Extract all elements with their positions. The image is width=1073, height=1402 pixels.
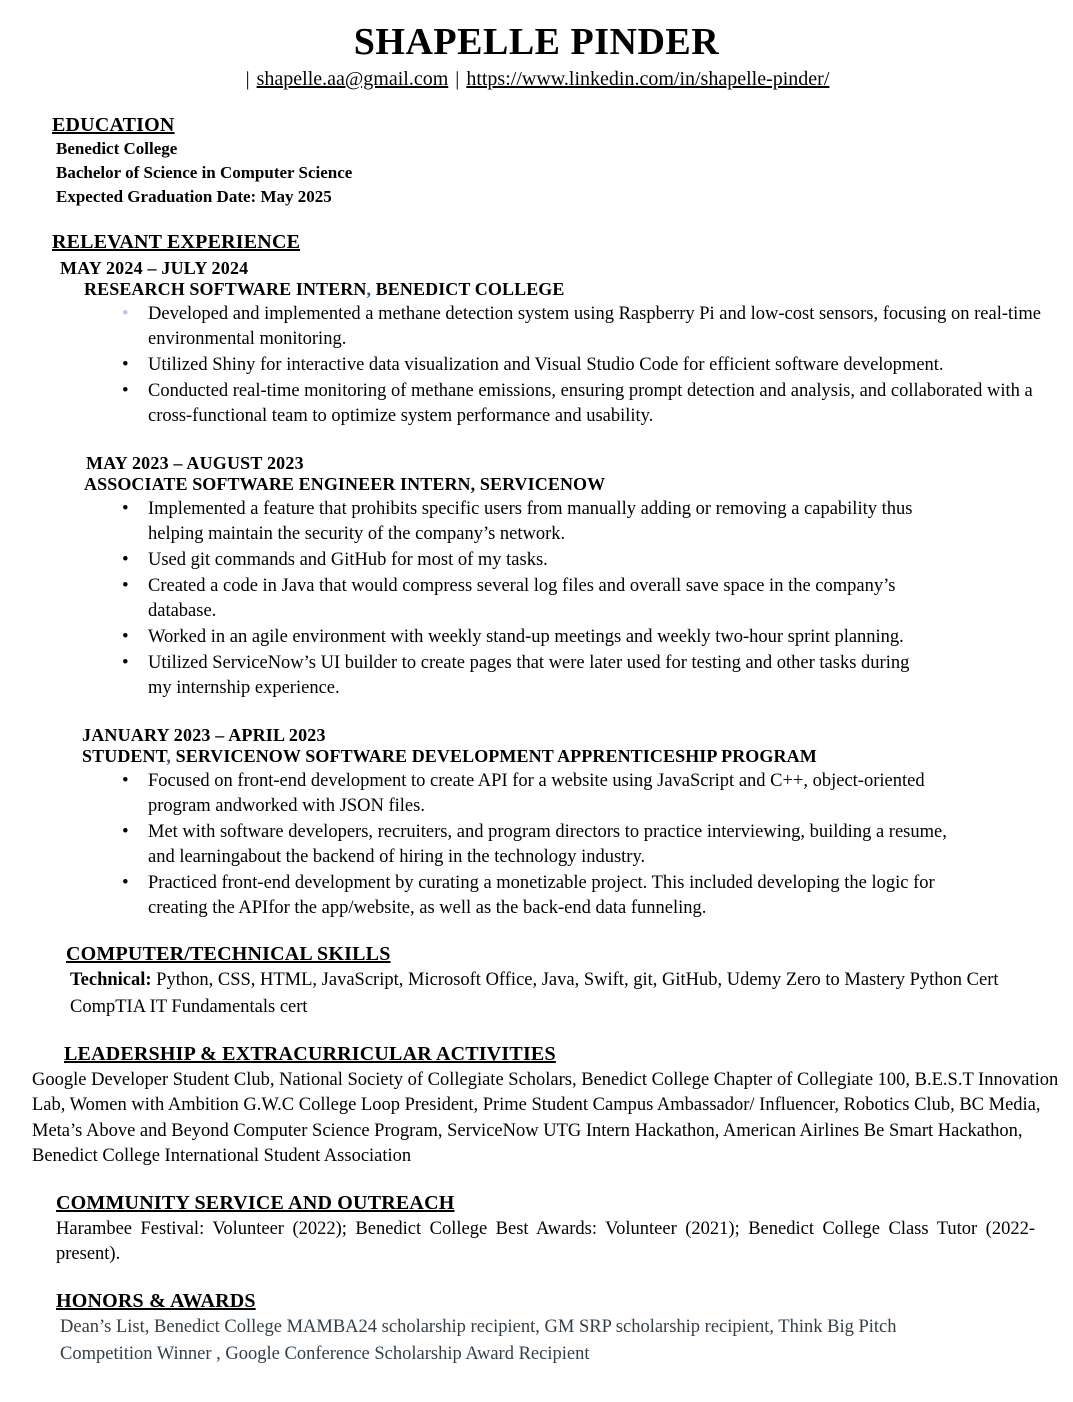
list-item: • Utilized Shiny for interactive data visualization and Visual Studio Code for efficient software development. (120, 353, 1057, 378)
list-item: • Used git commands and GitHub for most of my tasks. (120, 548, 1057, 573)
list-item: • Met with software developers, recruiters, and program directors to practice interviewing, building a resume, and learningabout the backend of hiring in the technology industry. (120, 820, 955, 870)
job-comma: , (166, 745, 171, 766)
section-title-education: EDUCATION (52, 113, 175, 136)
education-school: Benedict College (56, 138, 178, 158)
section-experience (8, 231, 1065, 920)
skills-line-2: CompTIA IT Fundamentals cert (70, 997, 308, 1018)
section-title-honors: HONORS & AWARDS (56, 1289, 256, 1312)
skills-value: Python, CSS, HTML, JavaScript, Microsoft Office, Java, Swift, git, GitHub, Udemy Zero to Mastery Python Cert (151, 969, 999, 990)
section-skills (8, 943, 1065, 1021)
experience-item (8, 725, 1065, 921)
list-item: • Conducted real-time monitoring of methane emissions, ensuring prompt detection and analysis, and collaborated with a cross-functional team to optimize system performance and usability. (120, 379, 1057, 429)
job-company: BENEDICT COLLEGE (371, 279, 565, 300)
job-role: RESEARCH SOFTWARE INTERN (84, 279, 367, 300)
education-graduation: Expected Graduation Date: May 2025 (56, 187, 332, 207)
section-leadership (8, 1043, 1065, 1170)
honors-line-2: Competition Winner , Google Conference Scholarship Award Recipient (60, 1344, 590, 1365)
job-bullet-list (8, 497, 1065, 701)
community-body: Harambee Festival: Volunteer (2022); Benedict College Best Awards: Volunteer (2021); Benedict College Class Tutor (2022-present). (56, 1218, 1035, 1265)
list-item: • Worked in an agile environment with weekly stand-up meetings and weekly two-hour sprint planning. (120, 625, 1057, 650)
section-education (8, 114, 1065, 209)
job-role: STUDENT (82, 745, 167, 766)
list-item: • Implemented a feature that prohibits specific users from manually adding or removing a capability thus helping maintain the security of the company’s network. (120, 497, 935, 547)
list-item: • Developed and implemented a methane detection system using Raspberry Pi and low-cost sensors, focusing on real-time environmental monitoring. (120, 302, 1057, 352)
list-item: • Practiced front-end development by curating a monetizable project. This included developing the logic for creating the APIfor the app/website, as well as the back-end data funneling. (120, 871, 975, 921)
contact-line (8, 66, 1065, 92)
section-community (8, 1192, 1065, 1268)
job-dates: JANUARY 2023 – APRIL 2023 (82, 724, 326, 745)
job-company: SERVICENOW SOFTWARE DEVELOPMENT APPRENTICESHIP PROGRAM (171, 745, 817, 766)
list-item: • Utilized ServiceNow’s UI builder to create pages that were later used for testing and other tasks during my internship experience. (120, 651, 915, 701)
honors-line-1: Dean’s List, Benedict College MAMBA24 scholarship recipient, GM SRP scholarship recipient, Think Big Pitch (60, 1316, 897, 1337)
section-title-skills: COMPUTER/TECHNICAL SKILLS (66, 942, 391, 965)
contact-separator-mid: | (455, 67, 460, 90)
job-title (84, 474, 1065, 495)
job-bullet-list (8, 769, 1065, 921)
job-bullet-list (8, 302, 1065, 429)
job-dates: MAY 2023 – AUGUST 2023 (86, 453, 304, 474)
section-honors (8, 1290, 1065, 1368)
job-title (84, 279, 1065, 300)
list-item: • Focused on front-end development to create API for a website using JavaScript and C++, object-oriented program andworked with JSON files. (120, 769, 935, 819)
experience-item (8, 453, 1065, 701)
job-dates: MAY 2024 – JULY 2024 (60, 258, 249, 279)
section-title-experience: RELEVANT EXPERIENCE (52, 231, 301, 254)
job-comma: , (366, 279, 372, 300)
experience-item (8, 258, 1065, 429)
skills-line-1 (70, 968, 1057, 994)
section-title-leadership: LEADERSHIP & EXTRACURRICULAR ACTIVITIES (64, 1042, 556, 1065)
education-degree: Bachelor of Science in Computer Science (56, 162, 353, 182)
linkedin-link[interactable]: https://www.linkedin.com/in/shapelle-pinder/ (466, 67, 830, 90)
job-role: ASSOCIATE SOFTWARE ENGINEER INTERN, SERVICENOW (84, 474, 606, 495)
job-title (82, 746, 1065, 767)
page-title: SHAPELLE PINDER (353, 21, 720, 63)
skills-label: Technical: (70, 969, 152, 990)
contact-separator-left: | (245, 67, 250, 90)
leadership-body: Google Developer Student Club, National Society of Collegiate Scholars, Benedict College Chapter of Collegiate 100, B.E.S.T Innovation Lab, Women with Ambition G.W.C College Loop President, Prime Student Campus Ambassador/ Influencer, Robotics Club, BC Media, Meta’s Above and Beyond Computer Science Program, ServiceNow UTG Intern Hackathon, American Airlines Be Smart Hackathon, Benedict College International Student Association (32, 1069, 1059, 1167)
list-item: • Created a code in Java that would compress several log files and overall save space in the company’s database. (120, 574, 965, 624)
email-link[interactable]: shapelle.aa@gmail.com (256, 67, 449, 90)
section-title-community: COMMUNITY SERVICE AND OUTREACH (56, 1191, 455, 1214)
